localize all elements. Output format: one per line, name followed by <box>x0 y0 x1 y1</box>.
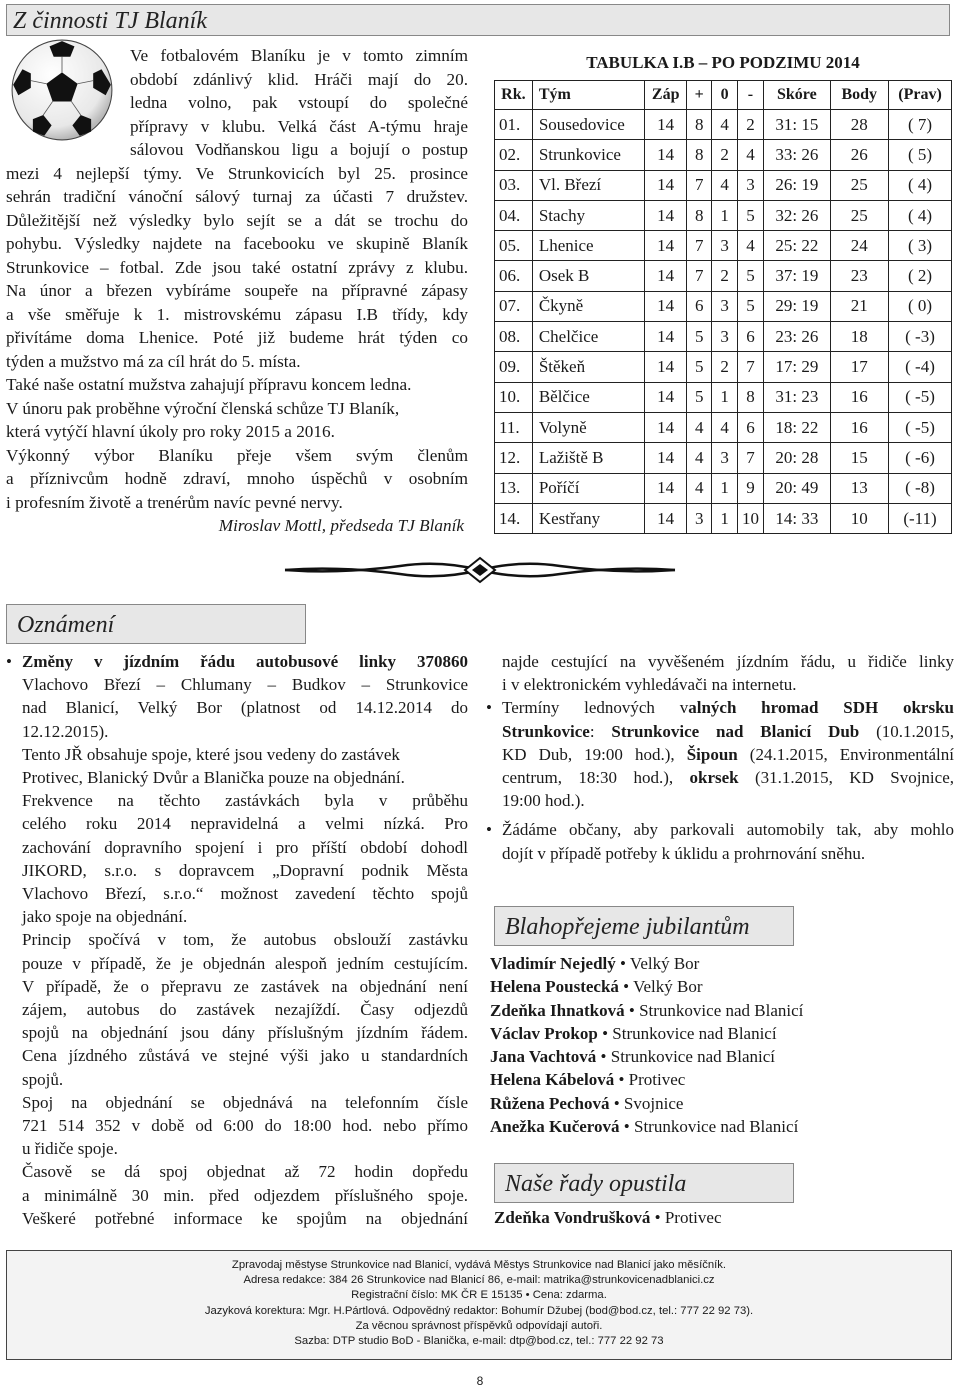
league-cell: Bělčice <box>532 382 645 412</box>
league-table-title: TABULKA I.B – PO PODZIMU 2014 <box>586 53 860 72</box>
sdh-text: Termíny lednových v <box>502 698 689 718</box>
league-cell: 9 <box>737 473 763 503</box>
league-cell: 05. <box>495 231 533 261</box>
league-cell: 10 <box>830 503 888 533</box>
announcements-title: Oznámení <box>6 604 306 644</box>
bus-text-line: pouze v případě, že je objednán alespoň jedním cestujícím. <box>22 953 468 973</box>
league-cell: 31: 23 <box>764 382 830 412</box>
article-line: V únoru pak proběhne výroční členská schůze TJ Blaník, <box>6 398 400 418</box>
league-cell: 1 <box>712 200 737 230</box>
sdh-text: KD Dub, 19:00 hod.), <box>502 744 687 764</box>
jubilee-place: Strunkovice nad Blanicí <box>639 1000 804 1020</box>
bus-text-line: Časově se dá spoj objednat až 72 hodin dopředu <box>22 1162 468 1182</box>
col-header: + <box>687 81 712 110</box>
league-cell: 03. <box>495 170 533 200</box>
jubilee-place: Svojnice <box>623 1093 684 1113</box>
league-cell: 14 <box>645 412 687 442</box>
league-cell: 4 <box>712 170 737 200</box>
league-cell: 14 <box>645 261 687 291</box>
jubilee-name: Jana Vachtová <box>490 1047 597 1067</box>
sdh-text: (31.1.2015, KD Svojnice, <box>738 768 954 788</box>
league-cell: Lažiště B <box>532 443 645 473</box>
bus-text-line: jako spoje na objednání. <box>22 907 188 927</box>
league-cell: 14 <box>645 322 687 352</box>
league-cell: Strunkovice <box>532 140 645 170</box>
league-cell: 23: 26 <box>764 322 830 352</box>
league-cell: 7 <box>737 352 763 382</box>
league-cell: 4 <box>737 140 763 170</box>
article-line: týden a mužstvo má za cíl hrát do 5. místa. <box>6 351 301 371</box>
league-cell: 3 <box>712 291 737 321</box>
league-cell: 25 <box>830 200 888 230</box>
league-cell: 17 <box>830 352 888 382</box>
article-line: a vše směřuje k 1. mistrovskému zápasu I.B třídy, kdy <box>6 304 468 324</box>
league-cell: Chelčice <box>532 322 645 352</box>
footer-line: Jazyková korektura: Mgr. H.Pártlová. Odpovědný redaktor: Bohumír Džubej (bod@bod.cz, tel.: 777 22 92 73). <box>204 1304 754 1317</box>
league-cell: 14 <box>645 443 687 473</box>
league-cell: 1 <box>712 503 737 533</box>
league-cell: 20: 28 <box>764 443 830 473</box>
league-cell: 04. <box>495 200 533 230</box>
league-cell: 14 <box>645 473 687 503</box>
jubilee-entry: Růžena Pechová • Svojnice <box>490 1093 684 1113</box>
league-row <box>495 322 952 352</box>
bus-text-line: 12.12.2015). <box>22 721 109 741</box>
league-cell: 2 <box>712 261 737 291</box>
league-cell: 33: 26 <box>764 140 830 170</box>
league-cell: 10 <box>737 503 763 533</box>
league-cell: 4 <box>687 412 712 442</box>
obituary-place: Protivec <box>664 1208 722 1227</box>
sdh-bold: Šipoun <box>686 744 738 764</box>
league-cell: Osek B <box>532 261 645 291</box>
league-cell: 7 <box>737 443 763 473</box>
article-line: Strunkovice – fotbal. Zde jsou také ostatní zprávy z klubu. <box>6 257 468 277</box>
article-line: přípravy v klubu. Velká část A-týmu hraje <box>130 116 468 136</box>
parking-line: dojít v případě potřeby k úklidu a prohrnování sněhu. <box>502 843 866 863</box>
league-cell: ( 3) <box>889 231 952 261</box>
league-cell: ( -5) <box>889 412 952 442</box>
bus-text-line: Cena jízdného zůstává ve stejné výši jako u standardních <box>22 1046 468 1066</box>
league-cell: 6 <box>737 322 763 352</box>
league-row <box>495 140 952 170</box>
imprint-footer <box>6 1250 952 1360</box>
league-cell: 02. <box>495 140 533 170</box>
footer-line: Sazba: DTP studio BoD - Blanička, e-mail: dtp@bod.cz, tel.: 777 22 92 73 <box>294 1335 664 1348</box>
league-cell: 09. <box>495 352 533 382</box>
jubilee-entry: Helena Poustecká • Velký Bor <box>490 977 703 997</box>
league-cell: ( 4) <box>889 170 952 200</box>
league-cell: 5 <box>737 200 763 230</box>
jubilee-entry: Jana Vachtová • Strunkovice nad Blanicí <box>490 1047 776 1067</box>
sdh-text: : <box>589 721 612 741</box>
league-cell: Kestřany <box>532 503 645 533</box>
league-row <box>495 170 952 200</box>
league-cell: 23 <box>830 261 888 291</box>
jubilee-entry: Anežka Kučerová • Strunkovice nad Blanicí <box>490 1117 799 1137</box>
league-cell: 14 <box>645 503 687 533</box>
col-header: Záp <box>645 81 687 110</box>
league-cell: Čkyně <box>532 291 645 321</box>
league-row <box>495 261 952 291</box>
bus-text-line: Vlachovo Březí – Chlumany – Budkov – Strunkovice <box>22 675 468 695</box>
jubilee-name: Helena Poustecká <box>490 977 619 997</box>
sdh-bold: alných hromad SDH okrsku <box>688 698 955 718</box>
league-cell: 6 <box>737 412 763 442</box>
league-cell: 24 <box>830 231 888 261</box>
col-header: (Prav) <box>889 81 952 110</box>
league-cell: 4 <box>687 443 712 473</box>
league-cell: 4 <box>737 231 763 261</box>
league-row <box>495 291 952 321</box>
league-cell: 14: 33 <box>764 503 830 533</box>
league-cell: 8 <box>737 382 763 412</box>
article-line: Důležitější než výsledky bylo sejít se a dát se trochu do <box>6 210 468 230</box>
league-cell: 2 <box>712 352 737 382</box>
sdh-line <box>486 720 954 743</box>
league-cell: 3 <box>712 231 737 261</box>
league-cell: ( -4) <box>889 352 952 382</box>
league-row <box>495 412 952 442</box>
league-cell: ( 7) <box>889 110 952 140</box>
league-cell: 14 <box>645 352 687 382</box>
jubilee-place: Velký Bor <box>629 954 700 973</box>
league-cell: ( -3) <box>889 322 952 352</box>
right-announcements <box>486 650 954 865</box>
bus-text-line: spojů. <box>22 1069 64 1089</box>
jubilee-entry: Václav Prokop • Strunkovice nad Blanicí <box>490 1023 777 1043</box>
jubilee-title: Blahopřejeme jubilantům <box>494 906 794 946</box>
league-cell: 06. <box>495 261 533 291</box>
league-cell: 08. <box>495 322 533 352</box>
col-header: Body <box>830 81 888 110</box>
bus-text-line: celého roku 2014 nepravidelná a velmi nízká. Pro <box>22 814 468 834</box>
sdh-line <box>486 743 954 766</box>
bus-heading <box>6 650 468 673</box>
league-cell: 7 <box>687 261 712 291</box>
sport-article <box>6 44 468 538</box>
league-cell: 26: 19 <box>764 170 830 200</box>
league-cell: 32: 26 <box>764 200 830 230</box>
footer-line: Registrační číslo: MK ČR E 15135 • Cena: zdarma. <box>351 1289 607 1302</box>
league-table-header <box>495 81 952 110</box>
sdh-bold: Strunkovice <box>502 721 590 741</box>
obituary-entry: Zdeňka Vondrušková • Protivec <box>494 1208 722 1227</box>
sdh-text: (24.1.2015, Environmentální <box>737 744 955 764</box>
league-cell: 16 <box>830 412 888 442</box>
bus-text-line: Tento JŘ obsahuje spoje, které jsou vedeny do zastávek <box>22 744 400 764</box>
bus-text-line: u řidiče spoje. <box>22 1139 118 1159</box>
sdh-bold: okrsek <box>689 768 739 788</box>
league-cell: ( -8) <box>889 473 952 503</box>
league-cell: ( 0) <box>889 291 952 321</box>
league-cell: 15 <box>830 443 888 473</box>
league-row <box>495 110 952 140</box>
league-cell: ( 2) <box>889 261 952 291</box>
league-cell: 4 <box>687 473 712 503</box>
jubilee-name: Václav Prokop <box>490 1023 598 1043</box>
bus-announcement <box>6 650 468 1230</box>
col-header: - <box>737 81 763 110</box>
league-row <box>495 473 952 503</box>
league-cell: 14 <box>645 382 687 412</box>
bus-text-line: nad Blanicí, Velký Bor (platnost od 14.12.2014 do <box>22 698 468 718</box>
page-number: 8 <box>476 1374 484 1388</box>
jubilee-place: Strunkovice nad Blanicí <box>610 1047 776 1067</box>
league-cell: 8 <box>687 200 712 230</box>
league-cell: 11. <box>495 412 533 442</box>
article-line: období zdánlivý klid. Hráči mají do 20. <box>130 69 468 89</box>
col-header: Rk. <box>495 81 533 110</box>
league-cell: Sousedovice <box>532 110 645 140</box>
league-cell: 13 <box>830 473 888 503</box>
league-cell: 21 <box>830 291 888 321</box>
right-line: najde cestující na vyvěšeném jízdním řádu, u řidiče linky <box>502 652 954 671</box>
league-row <box>495 503 952 533</box>
jubilee-name: Vladimír Nejedlý <box>490 954 616 973</box>
league-cell: 20: 49 <box>764 473 830 503</box>
bus-text-line: Veškeré potřebné informace ke spojům na objednání <box>22 1208 468 1228</box>
league-cell: 10. <box>495 382 533 412</box>
league-cell: Poříčí <box>532 473 645 503</box>
sdh-text: (10.1.2015, <box>859 721 954 741</box>
league-cell: 14 <box>645 200 687 230</box>
league-cell: 8 <box>687 110 712 140</box>
article-signature: Miroslav Mottl, předseda TJ Blaník <box>218 516 464 535</box>
league-cell: (-11) <box>889 503 952 533</box>
footer-line: Adresa redakce: 384 26 Strunkovice nad Blanicí 86, e-mail: matrika@strunkovicenadblanici.cz <box>243 1274 715 1287</box>
jubilee-name: Růžena Pechová <box>490 1093 610 1113</box>
jubilee-list <box>490 952 950 1138</box>
article-line: a příznivcům hodně zdraví, mnoho úspěchů v osobním <box>6 469 468 488</box>
league-cell: 37: 19 <box>764 261 830 291</box>
league-cell: 14 <box>645 110 687 140</box>
sdh-line: 19:00 hod.). <box>502 791 585 811</box>
league-cell: 01. <box>495 110 533 140</box>
footer-line: Zpravodaj městyse Strunkovice nad Blanicí, vydává Městys Strunkovice nad Blanicí jako měsíčník. <box>231 1259 727 1271</box>
league-cell: 1 <box>712 382 737 412</box>
article-line: Ve fotbalovém Blaníku je v tomto zimním <box>130 46 468 65</box>
league-cell: 2 <box>712 140 737 170</box>
bus-text-line: Vlachovo Březí, s.r.o.“ možnost zavedení těchto spojů <box>22 884 468 904</box>
sdh-bold: Strunkovice nad Blanicí Dub <box>611 721 860 741</box>
league-cell: 2 <box>737 110 763 140</box>
bus-text-line: V případě, že o přepravu ze zastávek na objednání není <box>22 976 468 996</box>
league-cell: 4 <box>712 110 737 140</box>
league-cell: Volyně <box>532 412 645 442</box>
bus-text-line: a minimálně 30 min. před odjezdem příslušného spoje. <box>22 1185 468 1205</box>
league-cell: 5 <box>687 352 712 382</box>
bus-text-line: zachování dopravního spojení i pro příští období dohodl <box>22 837 468 857</box>
article-line: pohybu. Výsledky najdete na facebooku ve skupině Blaník <box>6 234 468 253</box>
league-cell: 16 <box>830 382 888 412</box>
league-cell: Štěkeň <box>532 352 645 382</box>
league-cell: 7 <box>687 170 712 200</box>
jubilee-name: Anežka Kučerová <box>490 1117 620 1137</box>
col-header: Tým <box>532 81 645 110</box>
parking-line: • Žádáme občany, aby parkovali automobily tak, aby mohlo <box>486 818 954 841</box>
league-cell: 28 <box>830 110 888 140</box>
article-line: Také naše ostatní mužstva zahajují přípravu koncem ledna. <box>6 375 412 394</box>
league-cell: 3 <box>687 503 712 533</box>
league-cell: 13. <box>495 473 533 503</box>
jubilee-name: Helena Kábelová <box>490 1070 615 1090</box>
league-cell: ( 4) <box>889 200 952 230</box>
league-cell: ( -5) <box>889 382 952 412</box>
article-line: Na únor a březen vybíráme soupeře na přípravné zápasy <box>6 281 468 300</box>
jubilee-place: Velký Bor <box>633 977 703 997</box>
league-cell: 17: 29 <box>764 352 830 382</box>
bus-text-line: Protivec, Blanický Dvůr a Blanička pouze na objednání. <box>22 768 405 788</box>
league-cell: 4 <box>712 412 737 442</box>
jubilee-entry: Zdeňka Ihnatková • Strunkovice nad Blanicí <box>490 1000 804 1020</box>
jubilee-name: Zdeňka Ihnatková <box>490 1000 625 1020</box>
sdh-text: centrum, 18:30 hod.), <box>502 768 690 788</box>
league-cell: 14 <box>645 231 687 261</box>
league-cell: Vl. Březí <box>532 170 645 200</box>
league-cell: 6 <box>687 291 712 321</box>
league-cell: 3 <box>712 322 737 352</box>
col-header: 0 <box>712 81 737 110</box>
article-line: sálovou Vodňanskou ligu a bojují o postup <box>130 140 468 159</box>
article-line: i profesním životě a trenérům navíc pevné nervy. <box>6 492 343 512</box>
bus-text-line: spojů na objednání jsou dány příslušným jízdním řádem. <box>22 1023 468 1043</box>
article-line: ledna volno, pak vstoupí do společné <box>130 93 468 112</box>
league-cell: 07. <box>495 291 533 321</box>
league-cell: 3 <box>712 443 737 473</box>
jubilee-entry: Vladimír Nejedlý • Velký Bor <box>490 954 700 973</box>
league-row <box>495 382 952 412</box>
bus-text-line: Spoj na objednání se objednává na telefonním čísle <box>22 1092 468 1112</box>
section-title: Z činnosti TJ Blaník <box>6 4 950 36</box>
league-cell: Lhenice <box>532 231 645 261</box>
league-cell: 5 <box>687 322 712 352</box>
bus-text-line: zájem, autobus do zastávek nezajíždí. Časy odjezdů <box>22 1000 468 1020</box>
bus-text-line: Princip spočívá v tom, že autobus obslouží zastávku <box>22 930 468 950</box>
league-cell: 26 <box>830 140 888 170</box>
jubilee-place: Strunkovice nad Blanicí <box>612 1023 777 1043</box>
league-cell: 5 <box>737 261 763 291</box>
league-cell: 14 <box>645 291 687 321</box>
league-cell: ( -6) <box>889 443 952 473</box>
league-cell: 18 <box>830 322 888 352</box>
obituary-name: Zdeňka Vondrušková <box>494 1208 651 1227</box>
bus-text-line: 721 514 352 v době od 6:00 do 18:00 hod. nebo přímo <box>22 1116 468 1136</box>
league-cell: 8 <box>687 140 712 170</box>
league-cell: 1 <box>712 473 737 503</box>
article-line: sehrán tradiční vánoční sálový turnaj za účasti 7 družstev. <box>6 187 468 206</box>
jubilee-place: Protivec <box>628 1070 686 1090</box>
bus-text-line: JIKORD, s.r.o. s dopravcem „Dopravní podnik Města <box>22 860 468 880</box>
league-cell: 14 <box>645 140 687 170</box>
league-cell: Stachy <box>532 200 645 230</box>
bus-text-line: Frekvence na těchto zastávkách byla v průběhu <box>22 791 468 811</box>
league-cell: 5 <box>687 382 712 412</box>
league-cell: ( 5) <box>889 140 952 170</box>
league-row <box>495 443 952 473</box>
league-row <box>495 352 952 382</box>
league-cell: 25: 22 <box>764 231 830 261</box>
sdh-line <box>486 766 954 789</box>
league-cell: 12. <box>495 443 533 473</box>
league-cell: 3 <box>737 170 763 200</box>
league-row <box>495 231 952 261</box>
league-cell: 14 <box>645 170 687 200</box>
league-table <box>494 80 952 534</box>
league-cell: 31: 15 <box>764 110 830 140</box>
sdh-line <box>486 696 954 719</box>
col-header: Skóre <box>764 81 830 110</box>
league-cell: 14. <box>495 503 533 533</box>
bus-heading-text: Změny v jízdním řádu autobusové linky 370860 <box>22 652 468 671</box>
footer-line: Za věcnou správnost příspěvků odpovídají autoři. <box>355 1319 603 1332</box>
obituary-title: Naše řady opustila <box>494 1163 794 1203</box>
league-cell: 25 <box>830 170 888 200</box>
jubilee-entry: Helena Kábelová • Protivec <box>490 1070 686 1090</box>
league-cell: 5 <box>737 291 763 321</box>
league-row <box>495 200 952 230</box>
article-line: mezi 4 nejlepší týmy. Ve Strunkovicích byl 25. prosince <box>6 163 468 183</box>
article-line: Výkonný výbor Blaníku přeje všem svým členům <box>6 445 468 465</box>
league-cell: 29: 19 <box>764 291 830 321</box>
league-cell: 18: 22 <box>764 412 830 442</box>
right-line: i v elektronickém vyhledávači na internetu. <box>502 675 797 695</box>
article-line: přivítáme doma Lhenice. Poté již budeme hrát týden co <box>6 328 468 347</box>
ornament-divider <box>280 552 680 588</box>
league-cell: 7 <box>687 231 712 261</box>
jubilee-place: Strunkovice nad Blanicí <box>634 1117 799 1137</box>
article-line: která vytýčí hlavní úkoly pro roky 2015 a 2016. <box>6 422 335 441</box>
